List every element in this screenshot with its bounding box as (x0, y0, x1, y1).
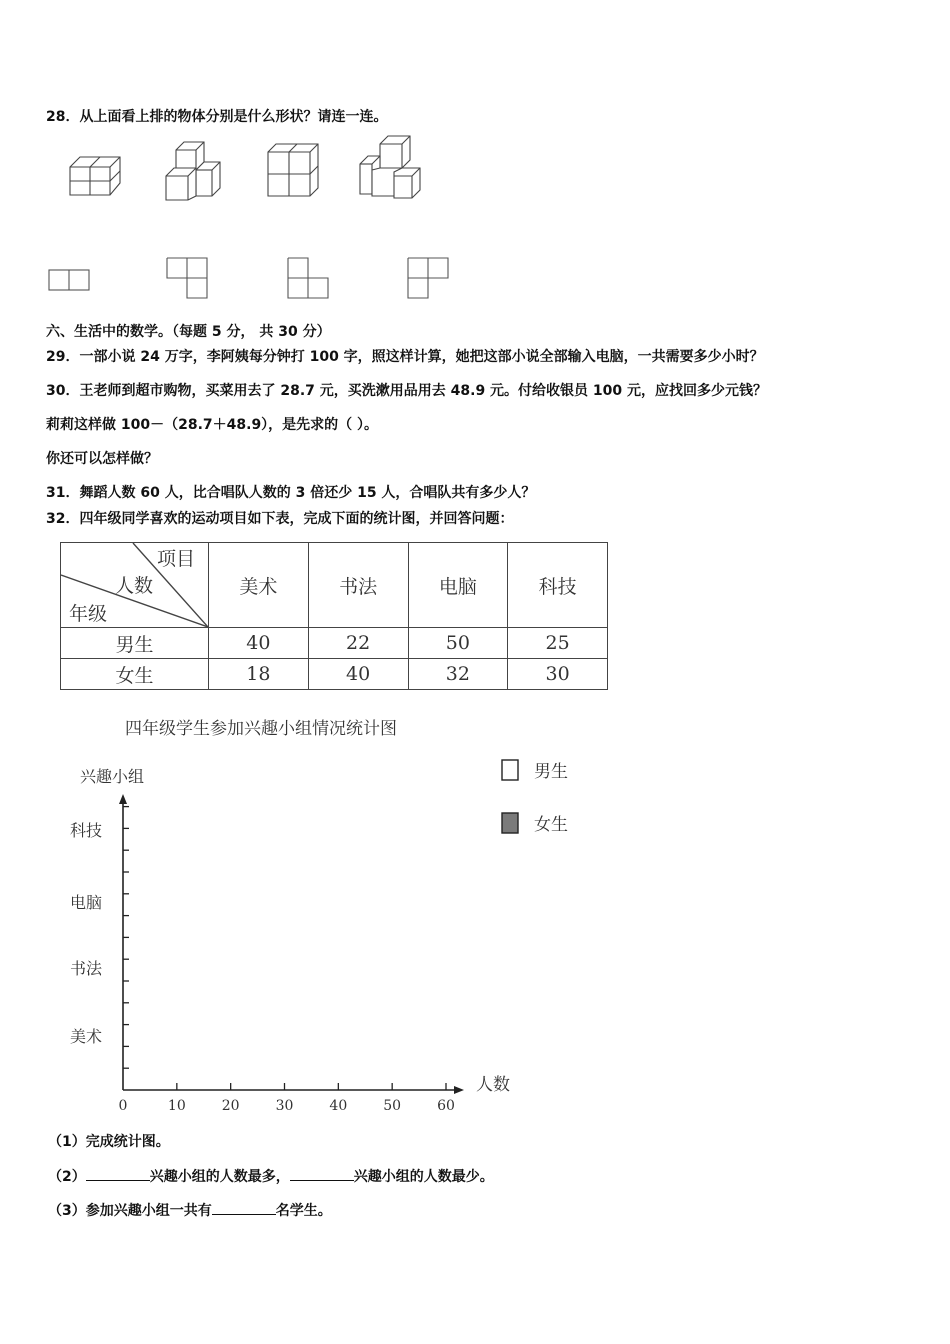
x-tick-label: 20 (221, 1098, 240, 1114)
y-category-label: 书法 (70, 959, 103, 978)
y-category-label: 科技 (70, 821, 103, 840)
view-two-squares (48, 268, 92, 292)
x-tick-label: 60 (437, 1098, 455, 1114)
row-label: 男生 (61, 628, 209, 659)
sub-question-3 (48, 1200, 332, 1220)
view-l-view (165, 256, 211, 302)
x-tick-label: 0 (118, 1098, 128, 1114)
q32-text: 32．四年级同学喜欢的运动项目如下表，完成下面的统计图，并回答问题： (46, 511, 514, 527)
sub3-suffix: 名学生。 (275, 1203, 332, 1219)
row-label: 女生 (61, 659, 209, 690)
table-row (61, 628, 608, 659)
chart-x-axis-label: 人数 (476, 1075, 510, 1095)
legend-label: 男生 (534, 762, 568, 782)
section-heading: 六、生活中的数学。（每题 5 分， 共 30 分） (46, 324, 331, 340)
view-t-view (286, 256, 332, 302)
solid-two-cube-row (66, 152, 124, 198)
legend-swatch (502, 813, 518, 833)
solid-four-cube-square (264, 142, 322, 200)
q28-text: 28．从上面看上排的物体分别是什么形状？请连一连。 (46, 109, 388, 125)
answer-blank[interactable] (290, 1166, 354, 1181)
diag-label-grade: 年级 (69, 603, 108, 625)
q31-text: 31．舞蹈人数 60 人，比合唱队人数的 3 倍还少 15 人，合唱队共有多少人？ (46, 485, 536, 501)
y-category-label: 电脑 (70, 893, 103, 912)
table-cell: 32 (408, 659, 508, 690)
chart-y-ticks (70, 807, 129, 1069)
solid-stair-stack (356, 134, 426, 200)
diag-label-item: 项目 (157, 548, 196, 570)
x-tick-label: 40 (329, 1098, 348, 1114)
chart-title: 四年级学生参加兴趣小组情况统计图 (125, 719, 397, 739)
sub-question-1: （1）完成统计图。 (48, 1134, 170, 1150)
sports-table (60, 542, 608, 690)
column-header: 美术 (209, 543, 309, 628)
solid-l-stack (162, 140, 224, 202)
sub-question-2 (48, 1166, 494, 1186)
answer-blank[interactable] (212, 1200, 276, 1215)
chart-axes (119, 794, 464, 1094)
view-corner-view (406, 256, 452, 302)
q29-text: 29．一部小说 24 万字，李阿姨每分钟打 100 字，照这样计算，她把这部小说全部输入电脑，一共需要多少小时？ (46, 349, 764, 365)
sub2-suffix: 兴趣小组的人数最少。 (353, 1169, 494, 1185)
table-row (61, 659, 608, 690)
x-tick-label: 10 (167, 1098, 186, 1114)
chart-y-axis-label: 兴趣小组 (80, 767, 145, 786)
y-category-label: 美术 (70, 1027, 103, 1046)
answer-blank[interactable] (86, 1166, 150, 1181)
chart-legend (502, 760, 568, 835)
legend-label: 女生 (534, 815, 568, 835)
diag-label-count: 人数 (115, 575, 154, 597)
x-axis-arrow (454, 1086, 464, 1094)
x-tick-label: 50 (383, 1098, 402, 1114)
table-cell: 22 (308, 628, 408, 659)
column-header: 书法 (308, 543, 408, 628)
q30-text: 30．王老师到超市购物，买菜用去了 28.7 元，买洗漱用品用去 48.9 元。付给收银员 100 元，应找回多少元钱？ (46, 383, 768, 399)
table-cell: 18 (209, 659, 309, 690)
y-axis-arrow (119, 794, 127, 804)
table-cell: 40 (308, 659, 408, 690)
table-cell: 50 (408, 628, 508, 659)
legend-swatch (502, 760, 518, 780)
chart-x-ticks (119, 1083, 455, 1114)
column-header: 科技 (508, 543, 608, 628)
table-cell: 25 (508, 628, 608, 659)
sub2-prefix: （2） (48, 1169, 86, 1185)
table-cell: 40 (209, 628, 309, 659)
diagonal-header-cell (61, 543, 209, 628)
sub3-prefix: （3）参加兴趣小组一共有 (48, 1203, 212, 1219)
q30-line2: 莉莉这样做 100－（28.7＋48.9），是先求的（ ）。 (46, 417, 379, 433)
x-tick-label: 30 (275, 1098, 294, 1114)
column-header: 电脑 (408, 543, 508, 628)
sub2-middle: 兴趣小组的人数最多， (149, 1169, 290, 1185)
interest-group-chart (40, 712, 600, 1122)
table-cell: 30 (508, 659, 608, 690)
q30-line3: 你还可以怎样做？ (46, 451, 158, 467)
